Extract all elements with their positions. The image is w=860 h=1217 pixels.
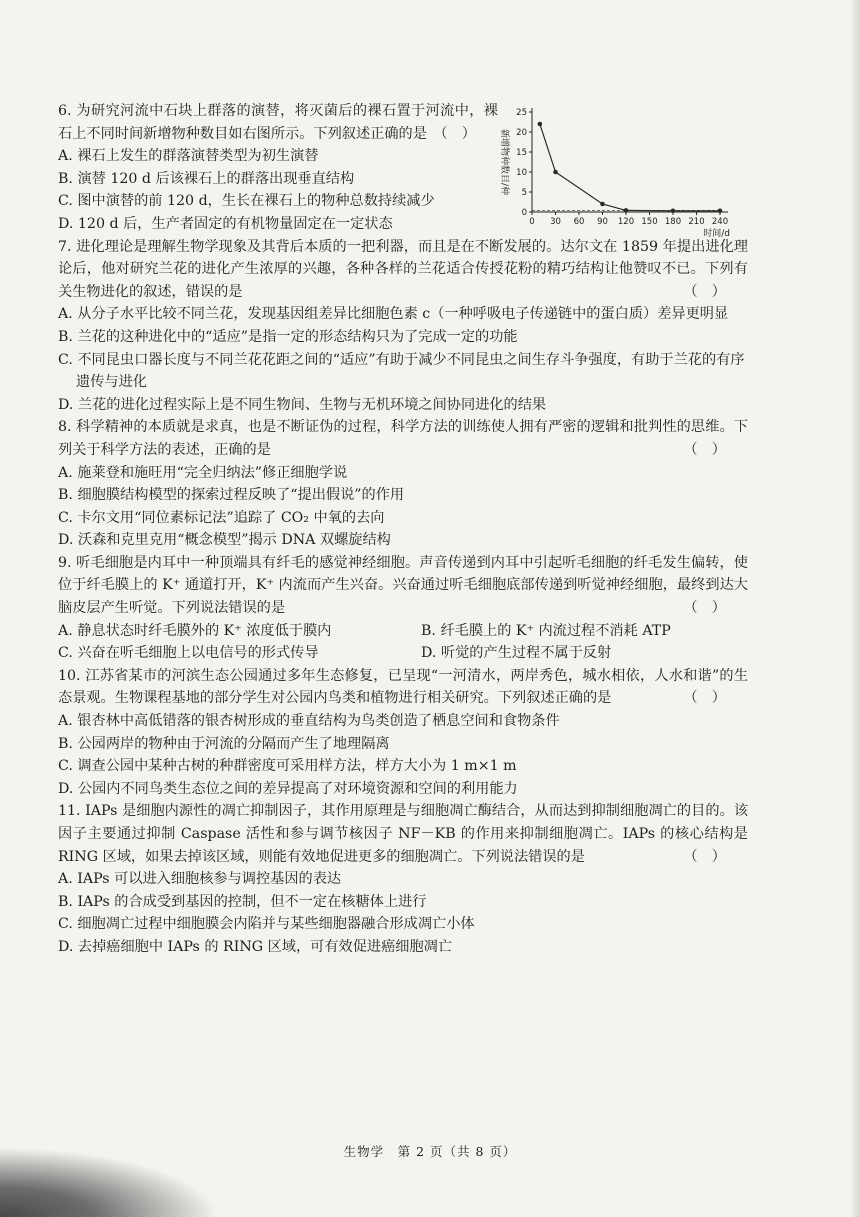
- answer-bracket: （ ）: [683, 600, 726, 617]
- option-a: A. 施莱登和施旺用“完全归纳法”修正细胞学说: [58, 464, 348, 481]
- species-line-chart: [492, 102, 742, 239]
- option-b: B. 纤毛膜上的 K⁺ 内流过程不消耗 ATP: [421, 622, 671, 639]
- answer-bracket: （ ）: [683, 848, 726, 865]
- option-a: A. 银杏林中高低错落的银杏树形成的垂直结构为鸟类创造了栖息空间和食物条件: [58, 713, 560, 730]
- data-point: [538, 122, 543, 127]
- question-number: 10.: [58, 667, 81, 684]
- question-stem-text: 为研究河流中石块上群落的演替，将灭菌后的裸石置于河流中，裸石上不同时间新增物种数目如右图所示。下列叙述正确的是: [58, 103, 498, 142]
- option-row: [58, 620, 748, 643]
- option-a: A. 从分子水平比较不同兰花，发现基因组差异比细胞色素 c（一种呼吸电子传递链中的蛋白质）差异更明显: [58, 306, 729, 323]
- question-9: [58, 552, 748, 665]
- question-7: [58, 236, 748, 417]
- x-tick-label: 0: [529, 217, 535, 227]
- option-d: D. 去掉癌细胞中 IAPs 的 RING 区域，可有效促进癌细胞凋亡: [58, 938, 453, 955]
- question-11-stem: [58, 800, 748, 868]
- option-d: D. 兰花的进化过程实际上是不同生物间、生物与无机环境之间协同进化的结果: [58, 396, 547, 413]
- option-d: D. 120 d 后，生产者固定的有机物量固定在一定状态: [58, 215, 393, 232]
- question-9-stem: [58, 552, 748, 620]
- answer-bracket: （ ）: [683, 283, 726, 300]
- question-stem-text: IAPs 是细胞内源性的凋亡抑制因子，其作用原理是与细胞凋亡酶结合，从而达到抑制细胞凋亡的目的。该因子主要通过抑制 Caspase 活性和参与调节核因子 NF－KB 的作用来抑制细胞凋亡。IAPs 的核心结构是 RING 区域，如果去掉该区域，则能有效地促进更多的细胞凋亡。下列说法错误的是: [58, 803, 749, 865]
- question-number: 11.: [58, 803, 81, 820]
- scan-shadow: [0, 1147, 220, 1217]
- question-number: 8.: [58, 419, 72, 436]
- option-d: D. 沃森和克里克用“概念模型”揭示 DNA 双螺旋结构: [58, 532, 391, 549]
- option-b: B. 兰花的这种进化中的“适应”是指一定的形态结构只为了完成一定的功能: [58, 328, 518, 345]
- option-b: B. IAPs 的合成受到基因的控制，但不一定在核糖体上进行: [58, 893, 427, 910]
- data-point: [553, 170, 558, 175]
- x-tick-label: 120: [617, 217, 635, 227]
- option-b: B. 演替 120 d 后该裸石上的群落出现垂直结构: [58, 170, 355, 187]
- y-tick-label: 5: [521, 188, 527, 198]
- answer-bracket: （ ）: [433, 125, 476, 142]
- question-stem-text: 进化理论是理解生物学现象及其背后本质的一把利器，而且是在不断发展的。达尔文在 1859 年提出进化理论后，他对研究兰花的进化产生浓厚的兴趣，各种各样的兰花适合传授花粉的精巧结构让他赞叹不已。下列有关生物进化的叙述，错误的是: [58, 238, 748, 300]
- x-tick-label: 60: [573, 217, 585, 227]
- option-a: A. IAPs 可以进入细胞核参与调控基因的表达: [58, 871, 342, 888]
- option-c: C. 图中演替的前 120 d，生长在裸石上的物种总数持续减少: [58, 193, 435, 210]
- x-tick-label: 30: [550, 217, 561, 227]
- y-tick-label: 25: [516, 108, 527, 118]
- option-b: B. 公园两岸的物种由于河流的分隔而产生了地理隔离: [58, 735, 390, 752]
- x-tick-label: 150: [641, 217, 658, 227]
- question-stem-text: 听毛细胞是内耳中一种顶端具有纤毛的感觉神经细胞。声音传递到内耳中引起听毛细胞的纤毛发生偏转，使位于纤毛膜上的 K⁺ 通道打开，K⁺ 内流而产生兴奋。兴奋通过听毛细胞底部传递到听觉神经细胞，最终到达大脑皮层产生听觉。下列说法错误的是: [58, 554, 748, 617]
- question-10: [58, 665, 748, 801]
- option-c: C. 不同昆虫口器长度与不同兰花花距之间的“适应”有助于减少不同昆虫之间生存斗争强度，有助于兰花的有序遗传与进化: [58, 351, 745, 391]
- data-point: [671, 209, 676, 214]
- data-point: [718, 209, 723, 214]
- option-d: D. 听觉的产生过程不属于反射: [421, 645, 612, 662]
- question-number: 9.: [58, 554, 72, 571]
- y-tick-label: 20: [516, 128, 527, 138]
- y-tick-label: 0: [521, 208, 527, 218]
- question-number: 7.: [58, 238, 72, 255]
- page-footer: 生物学 第 2 页（共 8 页）: [343, 1144, 517, 1159]
- option-b: B. 细胞膜结构模型的探索过程反映了“提出假说”的作用: [58, 487, 405, 504]
- question-8-stem: [58, 416, 748, 461]
- page-edge-shadow: [850, 0, 860, 1217]
- question-11: [58, 800, 748, 958]
- option-d: D. 公园内不同鸟类生态位之间的差异提高了对环境资源和空间的利用能力: [58, 780, 518, 797]
- x-tick-label: 210: [688, 217, 705, 227]
- question-6-stem: [58, 100, 498, 145]
- answer-bracket: （ ）: [683, 690, 726, 707]
- question-8: [58, 416, 748, 552]
- option-c: C. 细胞凋亡过程中细胞膜会内陷并与某些细胞器融合形成凋亡小体: [58, 916, 475, 933]
- y-axis-label: 新增物种数目/种: [499, 128, 509, 196]
- x-tick-label: 180: [664, 217, 682, 227]
- answer-bracket: （ ）: [683, 441, 726, 458]
- x-axis-label: 时间/d: [703, 229, 730, 239]
- y-tick-label: 15: [516, 148, 527, 158]
- data-point: [624, 208, 629, 213]
- option-c: C. 调查公园中某种古树的种群密度可采用样方法，样方大小为 1 m×1 m: [58, 758, 517, 775]
- question-number: 6.: [58, 103, 72, 119]
- y-tick-label: 10: [516, 168, 527, 178]
- option-a: A. 裸石上发生的群落演替类型为初生演替: [58, 148, 319, 165]
- x-tick-label: 240: [711, 217, 729, 227]
- option-c: C. 兴奋在听毛细胞上以电信号的形式传导: [58, 645, 319, 662]
- question-7-stem: [58, 236, 748, 304]
- option-a: A. 静息状态时纤毛膜外的 K⁺ 浓度低于膜内: [58, 622, 332, 639]
- question-stem-text: 江苏省某市的河滨生态公园通过多年生态修复，已呈现“一河清水，两岸秀色，城水相依，人水和谐”的生态景观。生物课程基地的部分学生对公园内鸟类和植物进行相关研究。下列叙述正确的是: [58, 667, 749, 707]
- series-line: [540, 124, 720, 211]
- question-10-stem: [58, 665, 748, 710]
- question-stem-text: 科学精神的本质就是求真，也是不断证伪的过程，科学方法的训练使人拥有严密的逻辑和批判性的思维。下列关于科学方法的表述，正确的是: [58, 419, 748, 458]
- data-point: [600, 202, 605, 207]
- x-tick-label: 90: [597, 217, 608, 227]
- option-row: [58, 642, 748, 665]
- option-c: C. 卡尔文用“同位素标记法”追踪了 CO₂ 中氧的去向: [58, 509, 385, 526]
